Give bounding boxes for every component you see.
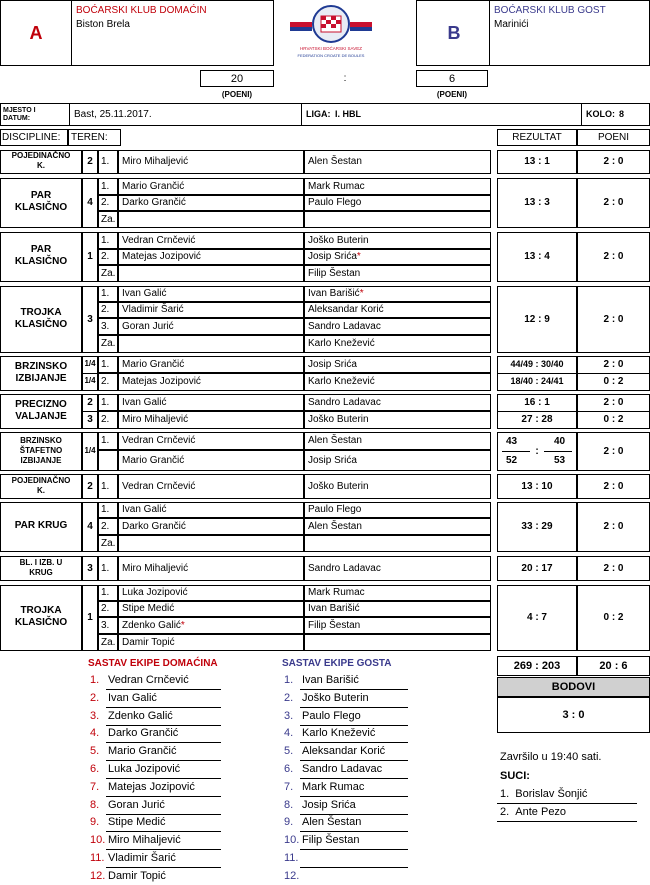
home-player: Goran Jurić: [118, 318, 304, 335]
discipline-cell: [0, 232, 82, 282]
field-cell: [82, 502, 98, 552]
logo-text-2: FEDERATION CROATE DE BOULES: [297, 53, 365, 58]
lineup-number: 5.: [284, 745, 294, 758]
lineup-player: Karlo Knežević: [302, 727, 376, 740]
result-value: 4 : 7: [526, 612, 547, 623]
points-value: 2 : 0: [603, 446, 624, 457]
points-cell: [577, 432, 650, 471]
away-player: Josip Srića*: [304, 249, 491, 265]
home-club-box: [0, 0, 274, 66]
round: 8: [619, 109, 625, 119]
away-player: Sandro Ladavac: [304, 318, 491, 335]
away-player: [304, 211, 491, 228]
player-number: 1.: [98, 556, 118, 581]
discipline-cell: [0, 178, 82, 228]
bodovi-value: 3 : 0: [562, 709, 585, 721]
away-player: Filip Šestan: [304, 617, 491, 634]
discipline-cell: [0, 585, 82, 651]
discipline-cell: [0, 286, 82, 353]
result-value: 13 : 10: [521, 481, 553, 492]
player-number: 2.: [98, 249, 118, 265]
field-number: 4: [87, 521, 93, 532]
points-value: 0 : 2: [603, 414, 624, 425]
lineup-player: Sandro Ladavac: [302, 763, 383, 775]
player-number: Za.: [98, 634, 118, 651]
field-number: 1/4: [84, 359, 96, 368]
player-number: 1.: [98, 432, 118, 450]
league-label: LIGA:: [306, 109, 331, 119]
away-player: Mark Rumac: [304, 178, 491, 195]
player-number: 2.: [98, 601, 118, 617]
result-value: 13 : 3: [524, 197, 550, 208]
player-number: 1.: [98, 585, 118, 601]
relay-colon: :: [535, 446, 539, 457]
lineup-number: 7.: [90, 780, 100, 793]
lineup-number: 2.: [90, 691, 100, 704]
lineup-number: 9.: [90, 816, 100, 829]
lineup-number: 4.: [90, 727, 100, 740]
player-number: Za.: [98, 211, 118, 228]
away-player: Joško Buterin: [304, 232, 491, 249]
lineup-player: Aleksandar Korić: [302, 745, 386, 758]
points-cell: [577, 286, 650, 353]
result-cell: [497, 556, 577, 581]
lineup-number: 12.: [284, 869, 300, 882]
field-cell: [82, 356, 98, 391]
lineup-player: Alen Šestan: [302, 816, 362, 829]
home-player: Mario Grančić: [118, 356, 304, 373]
points-value: 2 : 0: [603, 251, 624, 262]
result-value: 12 : 9: [524, 314, 550, 325]
result-value: 44/49 : 30/40: [510, 359, 564, 369]
discipline-label: BRZINSKO: [20, 436, 62, 445]
result-cell: [497, 178, 577, 228]
player-number: 1.: [98, 356, 118, 373]
discipline-label: TROJKA: [20, 605, 62, 616]
away-points-box: [416, 70, 488, 87]
result-cell: [497, 432, 577, 471]
lineup-number: 6.: [284, 763, 294, 775]
result-value: 16 : 1: [524, 397, 550, 408]
points-cell: [577, 394, 650, 429]
player-number: 2.: [98, 302, 118, 318]
away-player: Joško Buterin: [304, 474, 491, 499]
relay-value: 43: [506, 436, 518, 447]
home-player: [118, 335, 304, 353]
result-value: 18/40 : 24/41: [510, 376, 564, 386]
discipline-label: ŠTAFETNO: [19, 446, 63, 455]
info-row: [0, 103, 650, 126]
lineup-number: 12.: [90, 869, 106, 882]
discipline-label: K.: [37, 486, 45, 495]
home-player: Vladimir Šarić: [118, 302, 304, 318]
player-number: Za.: [98, 535, 118, 552]
points-value: 2 : 0: [603, 397, 624, 408]
discipline-label: KRUG: [29, 568, 53, 577]
field-cell: [82, 178, 98, 228]
away-player: Alen Šestan: [304, 150, 491, 174]
home-player: Miro Mihaljević: [118, 150, 304, 174]
player-number: 1.: [98, 502, 118, 518]
home-title: BOĆARSKI KLUB DOMAĆIN: [76, 5, 207, 16]
player-number: 2.: [98, 195, 118, 211]
lineup-number: 11.: [284, 852, 299, 864]
field-number: 2: [87, 397, 93, 408]
home-points: 20: [230, 73, 244, 85]
points-cell: [577, 150, 650, 174]
away-player: Sandro Ladavac: [304, 556, 491, 581]
home-poeni-label: (POENI): [221, 90, 253, 99]
away-lineup-title: SASTAV EKIPE GOSTA: [282, 658, 392, 669]
points-value: 2 : 0: [603, 563, 624, 574]
discipline-label: KLASIČNO: [14, 319, 68, 330]
discipline-label: BL. I IZB. U: [19, 558, 63, 567]
result-value: 33 : 29: [521, 521, 553, 532]
points-value: 2 : 0: [603, 481, 624, 492]
away-player: Alen Šestan: [304, 518, 491, 535]
points-value: 0 : 2: [603, 612, 624, 623]
lineup-player: Paulo Flego: [302, 709, 361, 722]
discipline-label: PRECIZNO: [15, 399, 67, 410]
place-date: Bast, 25.11.2017.: [74, 109, 152, 120]
player-number: 2.: [98, 411, 118, 429]
disciplines-header: DISCIPLINE:: [0, 129, 68, 146]
result-cell: [497, 232, 577, 282]
discipline-label: PAR KRUG: [14, 520, 68, 531]
discipline-cell: [0, 394, 82, 429]
home-player: Miro Mihaljević: [118, 556, 304, 581]
result-value: 13 : 4: [524, 251, 550, 262]
discipline-label: PAR: [30, 244, 52, 255]
lineup-player: Filip Šestan: [302, 834, 360, 847]
discipline-label: KLASIČNO: [14, 202, 68, 213]
points-value: 2 : 0: [603, 197, 624, 208]
logo-text-1: HRVATSKI BOĆARSKI SAVEZ: [300, 46, 362, 51]
lineup-number: 4.: [284, 727, 294, 740]
lineup-number: 11.: [90, 852, 105, 864]
home-player: Matejas Jozipović: [118, 249, 304, 265]
points-value: 2 : 0: [603, 521, 624, 532]
federation-logo: [290, 2, 372, 66]
place-label: MJESTO I DATUM:: [3, 107, 36, 122]
points-value: 2 : 0: [603, 314, 624, 325]
points-cell: [577, 178, 650, 228]
player-number: 1.: [98, 474, 118, 499]
points-value: 2 : 0: [603, 359, 624, 370]
away-player: Paulo Flego: [304, 195, 491, 211]
lineup-player: Josip Srića: [302, 798, 356, 811]
field-cell: [82, 232, 98, 282]
player-number: 2.: [98, 373, 118, 391]
lineup-number: 1.: [284, 674, 294, 686]
lineup-player: Ivan Barišić: [302, 674, 359, 686]
home-player: Damir Topić: [118, 634, 304, 651]
bodovi-box: [497, 697, 650, 733]
total-points-box: [577, 656, 650, 676]
home-lineup-title: SASTAV EKIPE DOMAĆINA: [88, 658, 218, 669]
away-club-box: [416, 0, 650, 66]
home-player: Matejas Jozipović: [118, 373, 304, 391]
away-player: Karlo Knežević: [304, 373, 491, 391]
lineup-number: 10.: [90, 834, 106, 847]
points-value: 0 : 2: [603, 376, 624, 387]
field-header: TEREN:: [68, 129, 121, 146]
discipline-label: TROJKA: [20, 307, 62, 318]
result-cell: [497, 474, 577, 499]
discipline-label: K.: [37, 161, 45, 170]
home-player: Mario Grančić: [118, 178, 304, 195]
lineup-number: 1.: [90, 674, 100, 686]
points-cell: [577, 585, 650, 651]
lineup-player: Darko Grančić: [108, 727, 179, 740]
field-number: 1: [87, 251, 93, 262]
home-player: Stipe Medić: [118, 601, 304, 617]
player-number: Za.: [98, 265, 118, 282]
player-number: 1.: [98, 394, 118, 411]
relay-value: 52: [506, 455, 518, 466]
lineup-number: 3.: [90, 709, 100, 722]
relay-value: 40: [554, 436, 566, 447]
away-points: 6: [448, 73, 456, 85]
home-player: Zdenko Galić*: [118, 617, 304, 634]
total-result-box: [497, 656, 577, 676]
field-cell: [82, 150, 98, 174]
away-title: BOĆARSKI KLUB GOST: [494, 5, 606, 16]
result-cell: [497, 394, 577, 429]
home-player: Vedran Crnčević: [118, 474, 304, 499]
lineup-number: 9.: [284, 816, 294, 829]
lineup-number: 8.: [90, 798, 100, 811]
field-cell: [82, 432, 98, 471]
away-player: Filip Šestan: [304, 265, 491, 282]
away-player: Josip Srića: [304, 356, 491, 373]
home-player: Darko Grančić: [118, 195, 304, 211]
relay-value: 53: [554, 455, 566, 466]
result-cell: [497, 585, 577, 651]
total-points: 20 : 6: [599, 660, 628, 672]
lineup-player: Stipe Medić: [108, 816, 166, 829]
lineup-number: 3.: [284, 709, 294, 722]
away-player: Joško Buterin: [304, 411, 491, 429]
field-number: 1/4: [84, 376, 96, 385]
away-player: Paulo Flego: [304, 502, 491, 518]
league: I. HBL: [335, 109, 361, 119]
bodovi-label-box: [497, 677, 650, 697]
discipline-cell: [0, 556, 82, 581]
field-number: 3: [87, 563, 93, 574]
result-cell: [497, 502, 577, 552]
player-number: 1.: [98, 178, 118, 195]
home-player: [118, 211, 304, 228]
lineup-player: Mario Grančić: [108, 745, 177, 758]
field-cell: [82, 286, 98, 353]
discipline-cell: [0, 474, 82, 499]
discipline-cell: [0, 150, 82, 174]
home-player: [118, 265, 304, 282]
lineup-number: 10.: [284, 834, 300, 847]
judges-label: SUCI:: [500, 770, 530, 782]
lineup-player: Matejas Jozipović: [108, 780, 195, 793]
away-player: Ivan Barišić*: [304, 286, 491, 302]
player-number: 1.: [98, 232, 118, 249]
home-player: Ivan Galić: [118, 286, 304, 302]
field-number: 2: [87, 156, 93, 167]
away-player: Josip Srića: [304, 450, 491, 471]
result-cell: [497, 286, 577, 353]
points-cell: [577, 502, 650, 552]
away-player: Alen Šestan: [304, 432, 491, 450]
player-number: [98, 450, 118, 471]
field-number: 2: [87, 481, 93, 492]
away-player: Karlo Knežević: [304, 335, 491, 353]
result-cell: [497, 150, 577, 174]
result-value: 20 : 17: [521, 563, 553, 574]
lineup-player: Miro Mihaljević: [108, 834, 181, 847]
result-header: REZULTAT: [497, 129, 577, 146]
home-player: Vedran Crnčević: [118, 232, 304, 249]
result-value: 13 : 1: [524, 156, 550, 167]
lineup-player: Vedran Crnčević: [108, 674, 189, 686]
away-player: [304, 535, 491, 552]
home-player: Mario Grančić: [118, 450, 304, 471]
discipline-cell: [0, 356, 82, 391]
lineup-player: Joško Buterin: [302, 691, 369, 704]
round-label: KOLO:: [586, 109, 615, 119]
lineup-number: 6.: [90, 763, 100, 775]
away-poeni-label: (POENI): [436, 90, 468, 99]
field-number: 3: [87, 414, 93, 425]
points-cell: [577, 474, 650, 499]
home-points-box: [200, 70, 274, 87]
home-player: [118, 535, 304, 552]
discipline-label: POJEDINAČNO: [11, 476, 71, 485]
judge-1: 1. Borislav Šonjić: [500, 788, 588, 800]
player-number: Za.: [98, 335, 118, 353]
field-cell: [82, 474, 98, 499]
player-number: 3.: [98, 318, 118, 335]
home-player: Luka Jozipović: [118, 585, 304, 601]
lineup-player: Mark Rumac: [302, 780, 365, 793]
field-cell: [82, 556, 98, 581]
away-player: Mark Rumac: [304, 585, 491, 601]
lineup-number: 7.: [284, 780, 294, 793]
away-player: Ivan Barišić: [304, 601, 491, 617]
result-value: 27 : 28: [521, 414, 553, 425]
judge-2: 2. Ante Pezo: [500, 806, 567, 818]
lineup-number: 8.: [284, 798, 294, 811]
home-club-name: Biston Brela: [76, 19, 130, 30]
player-number: 2.: [98, 518, 118, 535]
finish-text: Završilo u 19:40 sati.: [500, 751, 602, 763]
home-player: Darko Grančić: [118, 518, 304, 535]
field-cell: [82, 585, 98, 651]
result-cell: [497, 356, 577, 391]
discipline-label: KLASIČNO: [14, 617, 68, 628]
player-number: 1.: [98, 286, 118, 302]
field-cell: [82, 394, 98, 429]
lineup-player: Goran Jurić: [108, 798, 165, 811]
lineup-player: Zdenko Galić: [108, 709, 173, 722]
away-player: [304, 634, 491, 651]
player-number: 3.: [98, 617, 118, 634]
home-player: Ivan Galić: [118, 394, 304, 411]
home-player: Vedran Crnčević: [118, 432, 304, 450]
bodovi-label: BODOVI: [551, 681, 596, 693]
lineup-number: 2.: [284, 691, 294, 704]
points-cell: [577, 356, 650, 391]
home-player: Miro Mihaljević: [118, 411, 304, 429]
field-number: 4: [87, 197, 93, 208]
away-letter: B: [447, 23, 461, 43]
discipline-label: PAR: [30, 190, 52, 201]
points-value: 2 : 0: [603, 156, 624, 167]
discipline-label: BRZINSKO: [14, 361, 68, 372]
discipline-label: VALJANJE: [15, 411, 67, 422]
lineup-player: Damir Topić: [108, 869, 166, 882]
discipline-label: IZBIJANJE: [15, 373, 67, 384]
home-player: Ivan Galić: [118, 502, 304, 518]
discipline-label: KLASIČNO: [14, 256, 68, 267]
score-colon: :: [343, 73, 347, 84]
total-result: 269 : 203: [513, 660, 561, 672]
discipline-label: POJEDINAČNO: [11, 151, 71, 160]
field-number: 1: [87, 612, 93, 623]
player-number: 1.: [98, 150, 118, 174]
points-cell: [577, 556, 650, 581]
points-header: POENI: [577, 129, 650, 146]
lineup-number: 5.: [90, 745, 100, 758]
field-number: 3: [87, 314, 93, 325]
field-number: 1/4: [84, 446, 96, 455]
away-club-name: Marinići: [494, 19, 529, 30]
lineup-player: Luka Jozipović: [108, 763, 181, 775]
lineup-player: Ivan Galić: [108, 691, 157, 704]
points-cell: [577, 232, 650, 282]
discipline-label: IZBIJANJE: [20, 456, 62, 465]
discipline-cell: [0, 502, 82, 552]
lineup-player: Vladimir Šarić: [108, 852, 176, 864]
discipline-cell: [0, 432, 82, 471]
away-player: Sandro Ladavac: [304, 394, 491, 411]
home-letter: A: [29, 23, 43, 43]
away-player: Aleksandar Korić: [304, 302, 491, 318]
